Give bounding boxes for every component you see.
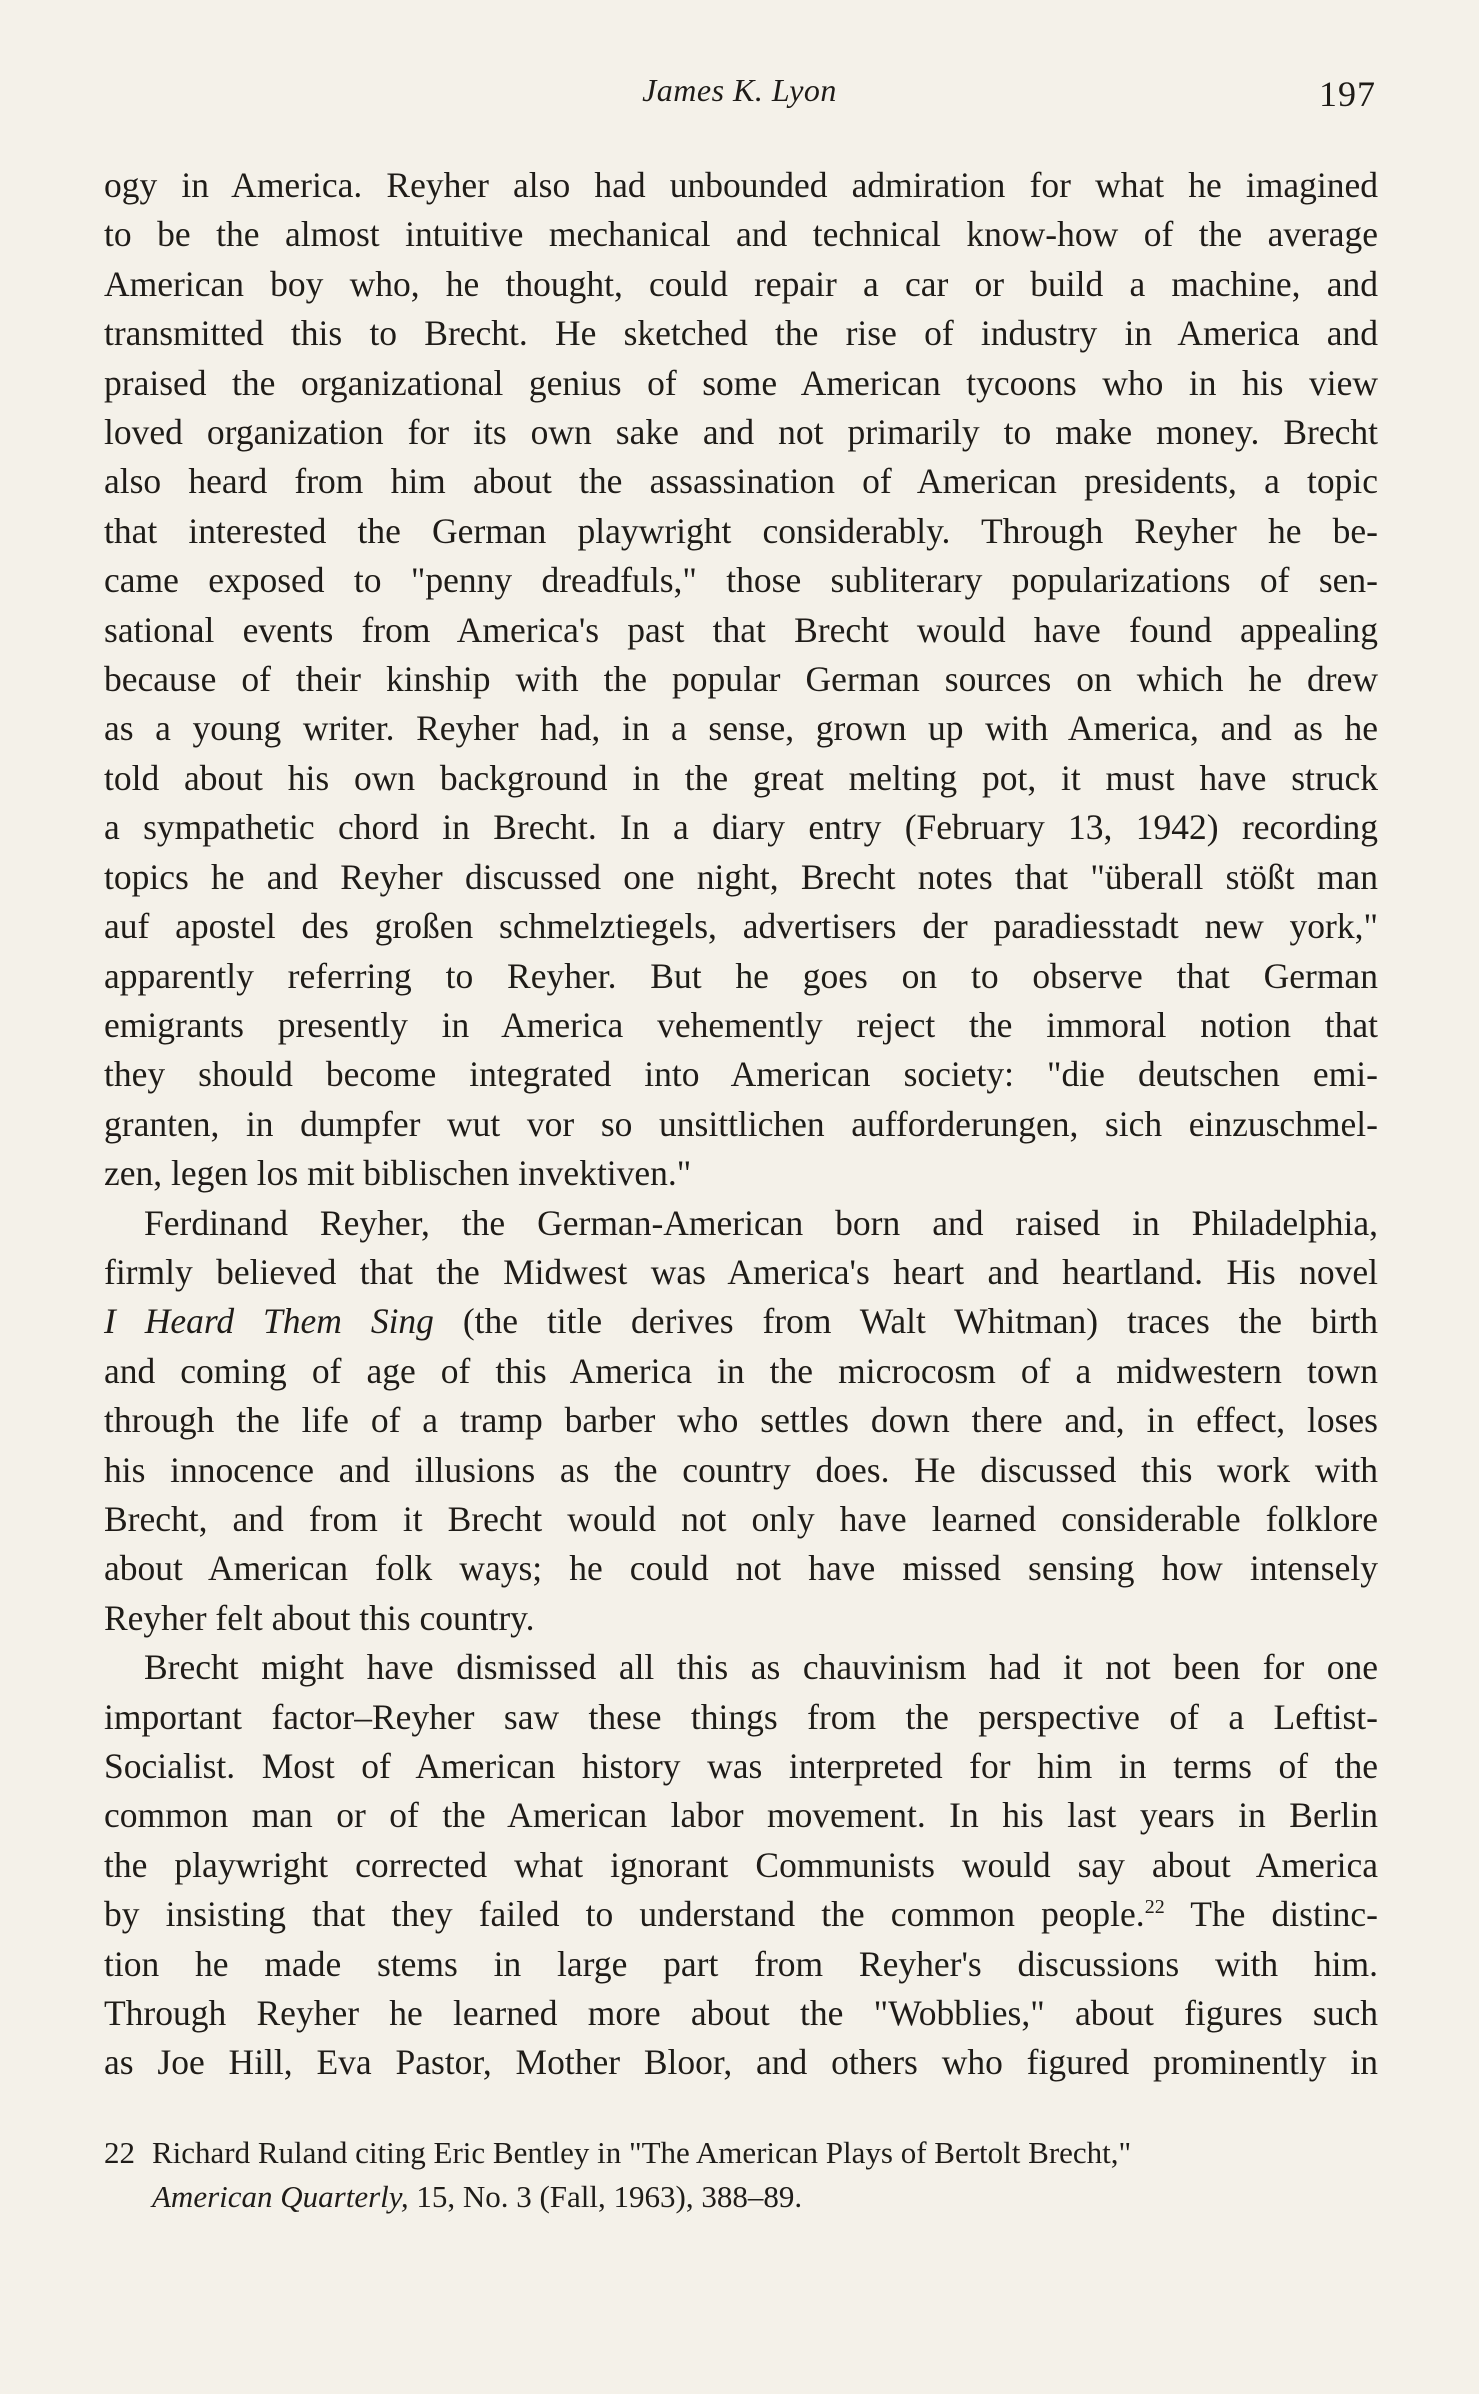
- footnote-citation: 15, No. 3 (Fall, 1963), 388–89.: [408, 2179, 803, 2214]
- text-line: because of their kinship with the popular German sources on which he drew: [104, 659, 1378, 700]
- text-line: came exposed to "penny dreadfuls," those subliterary popularizations of sen-: [104, 560, 1378, 601]
- text-line: as a young writer. Reyher had, in a sense, grown up with America, and as he: [104, 708, 1378, 749]
- text-line: the playwright corrected what ignorant Communists would say about America: [104, 1844, 1378, 1885]
- footnote-number: 22: [104, 2135, 135, 2170]
- text-line: loved organization for its own sake and not primarily to make money. Brecht: [104, 412, 1378, 453]
- body-text: [104, 161, 1378, 2088]
- text-line: ogy in America. Reyher also had unbounded admiration for what he imagined: [104, 165, 1378, 205]
- text-line: to be the almost intuitive mechanical and technical know-how of the average: [104, 214, 1378, 255]
- text-line: transmitted this to Brecht. He sketched the rise of industry in America and: [104, 313, 1378, 354]
- paragraph-1: [104, 161, 1378, 1199]
- text-line: a sympathetic chord in Brecht. In a diary entry (February 13, 1942) recording: [104, 807, 1378, 848]
- text-line: apparently referring to Reyher. But he goes on to observe that German: [104, 955, 1378, 996]
- journal-title: American Quarterly,: [152, 2179, 409, 2214]
- footnote-reference[interactable]: 22: [1144, 1896, 1165, 1919]
- footnote-line-2: [104, 2175, 1378, 2219]
- running-head: [0, 66, 1479, 114]
- text-line: Brecht might have dismissed all this as chauvinism had it not been for one: [144, 1647, 1378, 1688]
- text-line: as Joe Hill, Eva Pastor, Mother Bloor, and others who figured prominently in: [104, 2042, 1378, 2083]
- text-line: granten, in dumpfer wut vor so unsittlichen aufforderungen, sich einzuschmel-: [104, 1103, 1378, 1144]
- footnotes: [104, 2131, 1378, 2219]
- paragraph-2: [104, 1199, 1378, 1644]
- text-fragment: (the title derives from Walt Whitman) traces the birth: [462, 1301, 1378, 1342]
- book-title: I Heard Them Sing: [104, 1301, 434, 1342]
- text-line: common man or of the American labor movement. In his last years in Berlin: [104, 1795, 1378, 1836]
- text-line: through the life of a tramp barber who settles down there and, in effect, loses: [104, 1400, 1378, 1441]
- text-line: tion he made stems in large part from Reyher's discussions with him.: [104, 1943, 1378, 1984]
- text-line: Reyher felt about this country.: [104, 1597, 535, 1638]
- page-number: 197: [1319, 74, 1376, 114]
- text-line: Socialist. Most of American history was interpreted for him in terms of the: [104, 1746, 1378, 1786]
- text-line: auf apostel des großen schmelztiegels, advertisers der paradiesstadt new york,": [104, 906, 1378, 947]
- text-line: American boy who, he thought, could repair a car or build a machine, and: [104, 263, 1378, 304]
- text-line: they should become integrated into American society: "die deutschen emi-: [104, 1054, 1378, 1095]
- text-fragment: The distinc-: [1190, 1894, 1378, 1935]
- text-line: Ferdinand Reyher, the German-American born and raised in Philadelphia,: [144, 1202, 1378, 1243]
- text-line: and coming of age of this America in the microcosm of a midwestern town: [104, 1350, 1378, 1391]
- text-line: important factor–Reyher saw these things from the perspective of a Leftist-: [104, 1696, 1378, 1737]
- text-line: emigrants presently in America vehemently reject the immoral notion that: [104, 1004, 1378, 1045]
- text-line: told about his own background in the great melting pot, it must have struck: [104, 757, 1378, 798]
- text-line: his innocence and illusions as the country does. He discussed this work with: [104, 1449, 1378, 1490]
- text-line: praised the organizational genius of some American tycoons who in his view: [104, 362, 1378, 403]
- footnote-22: [104, 2131, 1378, 2219]
- text-line: about American folk ways; he could not have missed sensing how intensely: [104, 1548, 1378, 1589]
- text-line: that interested the German playwright considerably. Through Reyher he be-: [104, 510, 1378, 551]
- text-line: firmly believed that the Midwest was America's heart and heartland. His novel: [104, 1251, 1378, 1292]
- text-line: Through Reyher he learned more about the "Wobblies," about figures such: [104, 1993, 1378, 2034]
- text-line: Brecht, and from it Brecht would not only have learned considerable folklore: [104, 1498, 1378, 1539]
- text-line: topics he and Reyher discussed one night, Brecht notes that "überall stößt man: [104, 856, 1378, 897]
- text-line: zen, legen los mit biblischen invektiven.": [104, 1153, 692, 1194]
- running-title: James K. Lyon: [642, 72, 837, 108]
- paragraph-3: [104, 1643, 1378, 2088]
- text-line: also heard from him about the assassination of American presidents, a topic: [104, 461, 1378, 502]
- text-line: sational events from America's past that Brecht would have found appealing: [104, 609, 1378, 650]
- footnote-text: Richard Ruland citing Eric Bentley in "The American Plays of Bertolt Brecht,": [152, 2135, 1132, 2170]
- text-line-with-title: [104, 1297, 1378, 1346]
- text-line-with-footnote: [104, 1890, 1378, 1939]
- text-fragment: by insisting that they failed to understand the common people.: [104, 1894, 1145, 1935]
